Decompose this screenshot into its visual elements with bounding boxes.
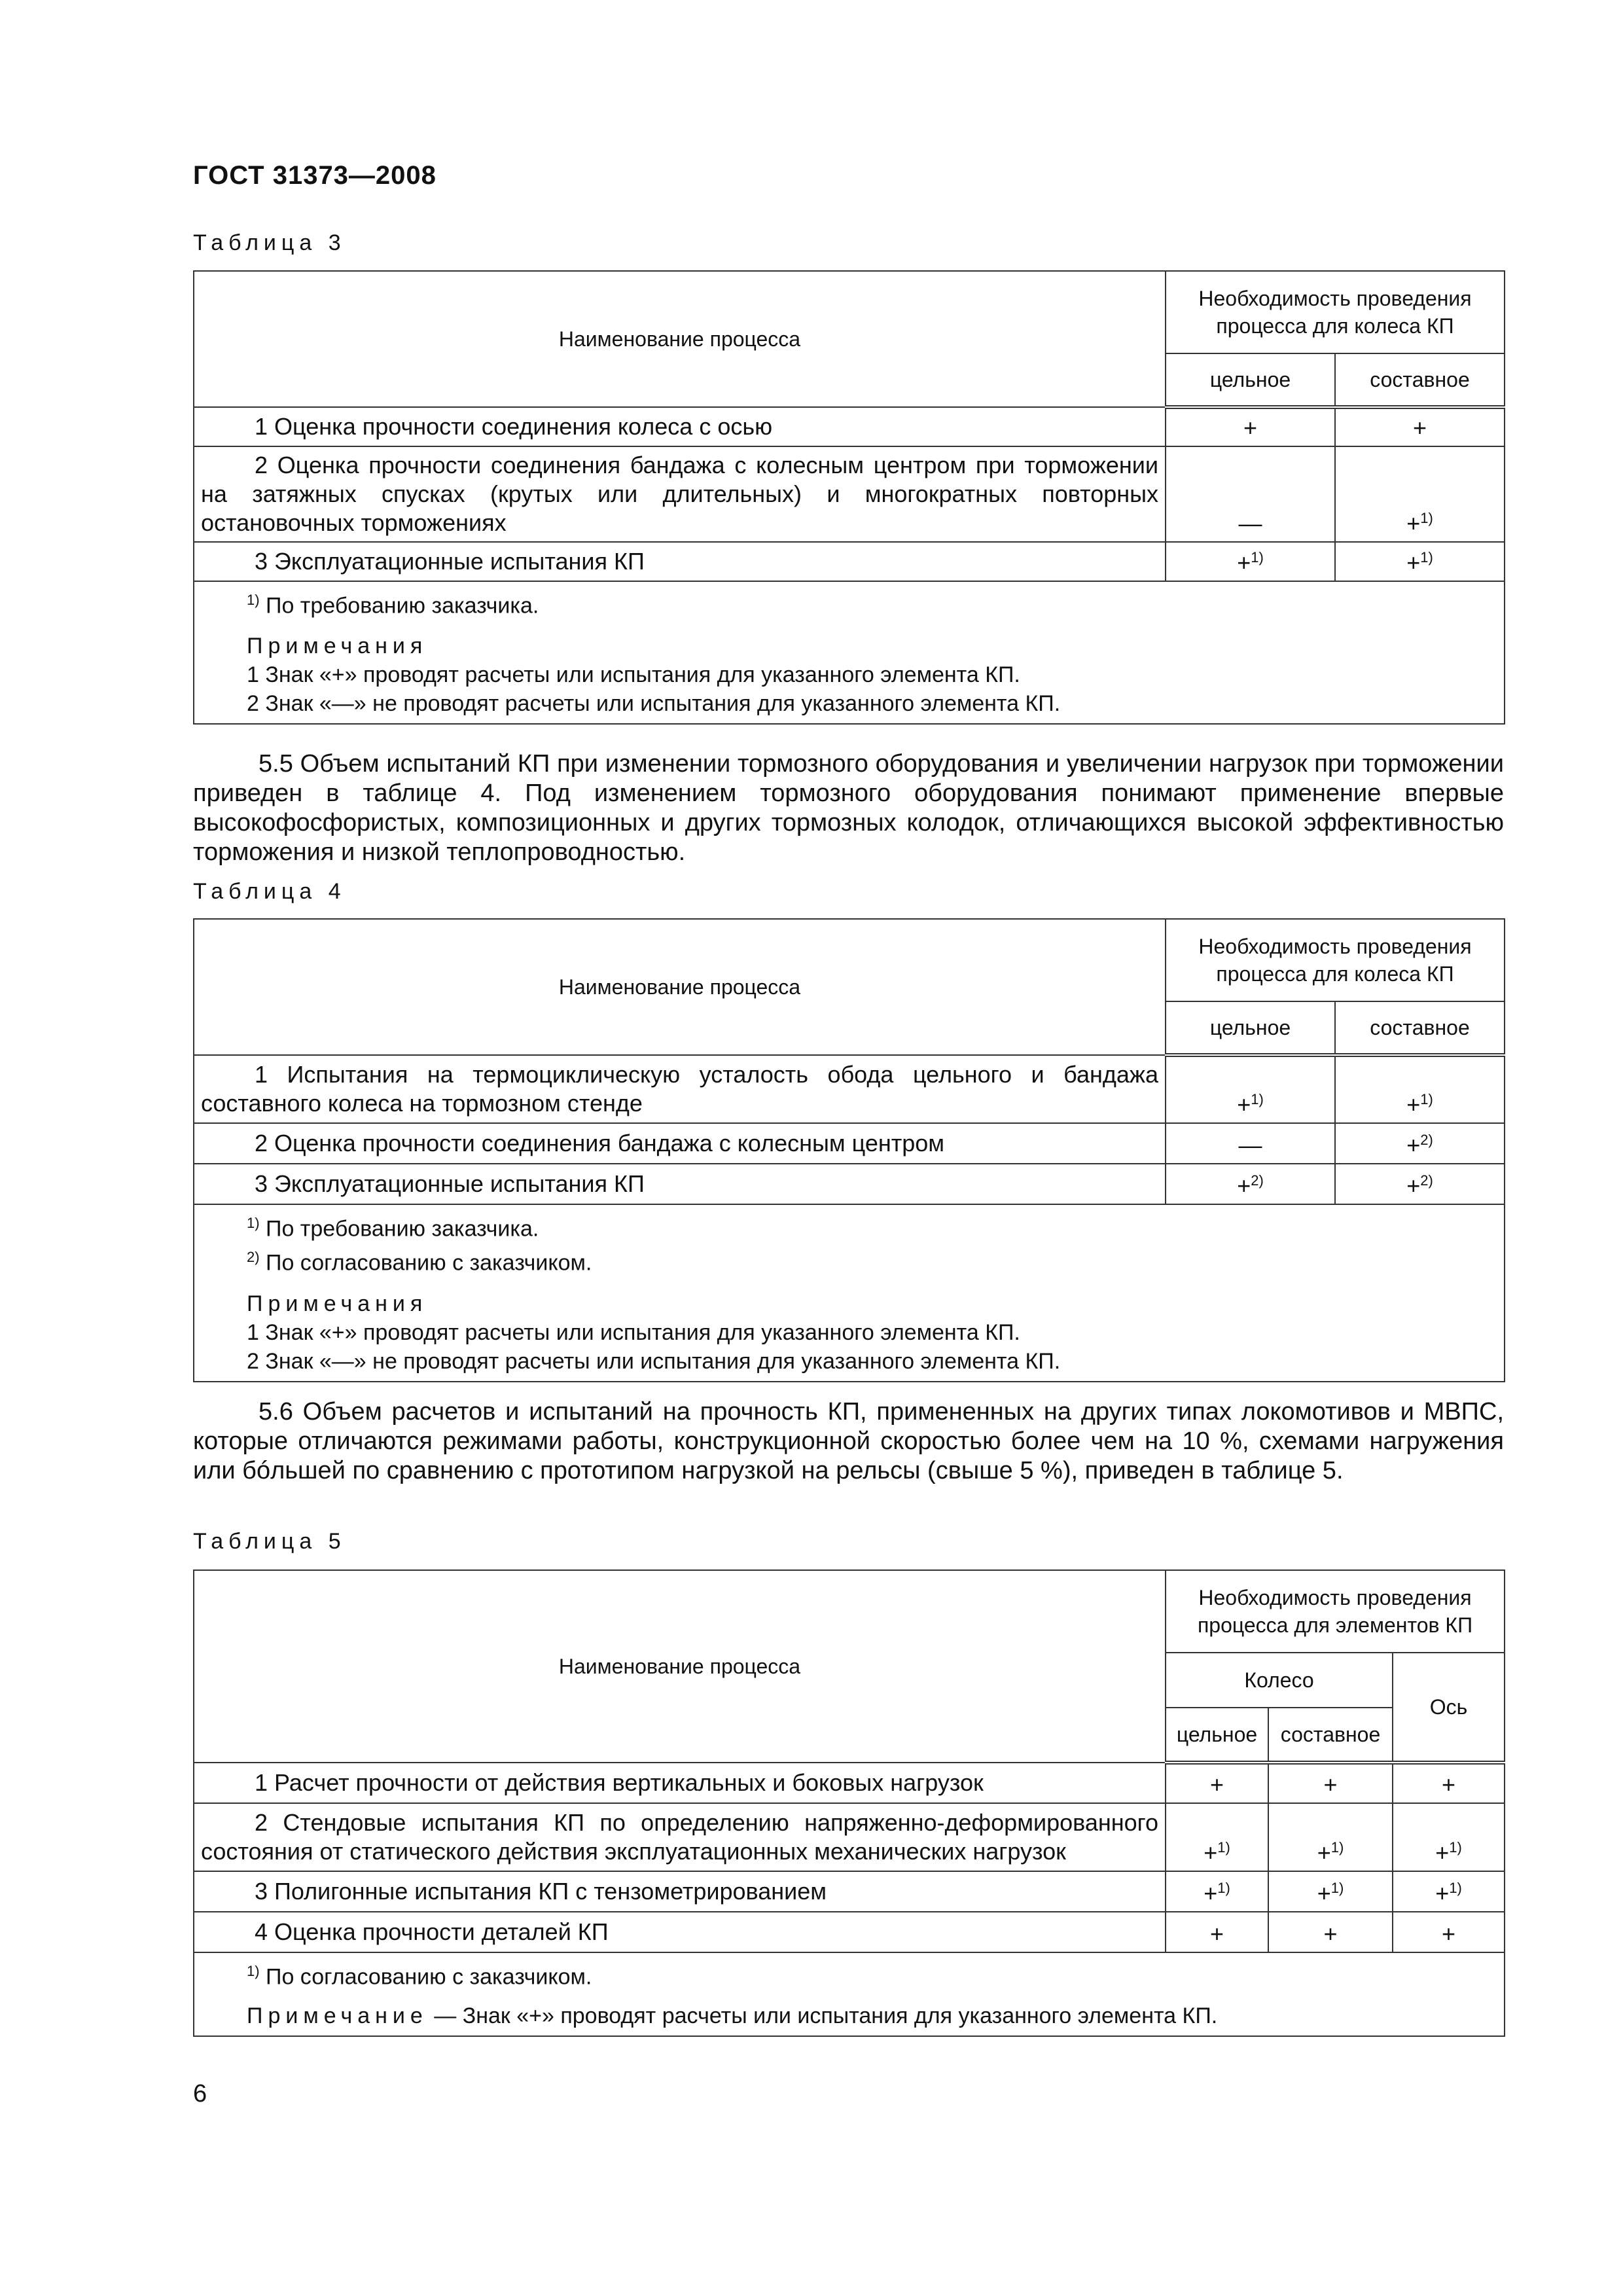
table3-footer: $^{1)}$ По требованию заказчика. Примечания 1 Знак «+» проводят расчеты или испытания для указанного элемента КП. 2 Знак «—» не проводят расчеты или испытания для указанного элемента КП. [194,581,1505,724]
table-row: 4 Оценка прочности деталей КП + + + [194,1912,1505,1952]
table-row: 1 Расчет прочности от действия вертикальных и боковых нагрузок + + + [194,1763,1505,1803]
table5-col-wheel: Колесо [1166,1653,1393,1708]
table5-col-solid: цельное [1166,1708,1268,1763]
table5-col-name: Наименование процесса [194,1570,1166,1763]
table4-caption: Таблица 4 [193,879,346,904]
table4-footer: $^{1)}$ По требованию заказчика. $^{2)}$ По согласованию с заказчиком. Примечания 1 Знак «+» проводят расчеты или испытания для указанного элемента КП. 2 Знак «—» не проводят расчеты или испытания для указанного элемента КП. [194,1204,1505,1382]
paragraph-5-5: 5.5 Объем испытаний КП при изменении тормозного оборудования и увеличении нагрузок при торможении приведен в таблице 4. Под изменением тормозного оборудования понимают применение впервые высокофосфористых, композиционных и других тормозных колодок, отличающихся высокой эффективностью торможения и низкой теплопроводностью. [193,750,1504,866]
table5-col-need: Необходимость проведения процесса для элементов КП [1166,1570,1505,1653]
page-number: 6 [193,2080,207,2108]
table3-col-name: Наименование процесса [194,271,1166,407]
document-header: ГОСТ 31373—2008 [193,161,437,190]
table4-col-compound: составное [1335,1001,1505,1055]
table3 [193,270,1505,725]
table-row: 1 Испытания на термоциклическую усталость обода цельного и бандажа составного колеса на тормозном стенде +$^{1)}$ +$^{1)}$ [194,1055,1505,1123]
table-row: 2 Оценка прочности соединения бандажа с колесным центром — +$^{2)}$ [194,1123,1505,1164]
table4 [193,918,1505,1382]
table-row: 2 Оценка прочности соединения бандажа с колесным центром при торможении на затяжных спусках (крутых или длительных) и многократных повторных остановочных торможениях — +$^{1)}$ [194,446,1505,542]
table5-caption: Таблица 5 [193,1529,346,1554]
table4-col-solid: цельное [1166,1001,1335,1055]
table5-footer: $^{1)}$ По согласованию с заказчиком. Примечание — Знак «+» проводят расчеты или испытания для указанного элемента КП. [194,1952,1505,2036]
table3-col-compound: составное [1335,353,1505,407]
table-row: 2 Стендовые испытания КП по определению напряженно-деформированного состояния от статического действия эксплуатационных механических нагрузок +$^{1)}$ +$^{1)}$ +$^{1)}$ [194,1803,1505,1871]
table-row: 3 Эксплуатационные испытания КП +$^{2)}$ +$^{2)}$ [194,1164,1505,1204]
table5-col-compound: составное [1268,1708,1393,1763]
table3-col-solid: цельное [1166,353,1335,407]
table5-col-axle: Ось [1393,1653,1505,1763]
table-row: 1 Оценка прочности соединения колеса с осью + + [194,407,1505,446]
table4-col-name: Наименование процесса [194,919,1166,1055]
table4-col-need: Необходимость проведения процесса для колеса КП [1166,919,1505,1001]
paragraph-5-6: 5.6 Объем расчетов и испытаний на прочность КП, примененных на других типах локомотивов и МВПС, которые отличаются режимами работы, конструкционной скоростью более чем на 10 %, схемами нагружения или бóльшей по сравнению с прототипом нагрузкой на рельсы (свыше 5 %), приведен в таблице 5. [193,1398,1504,1484]
table-row: 3 Полигонные испытания КП с тензометрированием +$^{1)}$ +$^{1)}$ +$^{1)}$ [194,1871,1505,1912]
table-row: 3 Эксплуатационные испытания КП +$^{1)}$ +$^{1)}$ [194,542,1505,581]
table3-caption: Таблица 3 [193,230,346,255]
table3-col-need: Необходимость проведения процесса для колеса КП [1166,271,1505,353]
table5 [193,1570,1505,2037]
